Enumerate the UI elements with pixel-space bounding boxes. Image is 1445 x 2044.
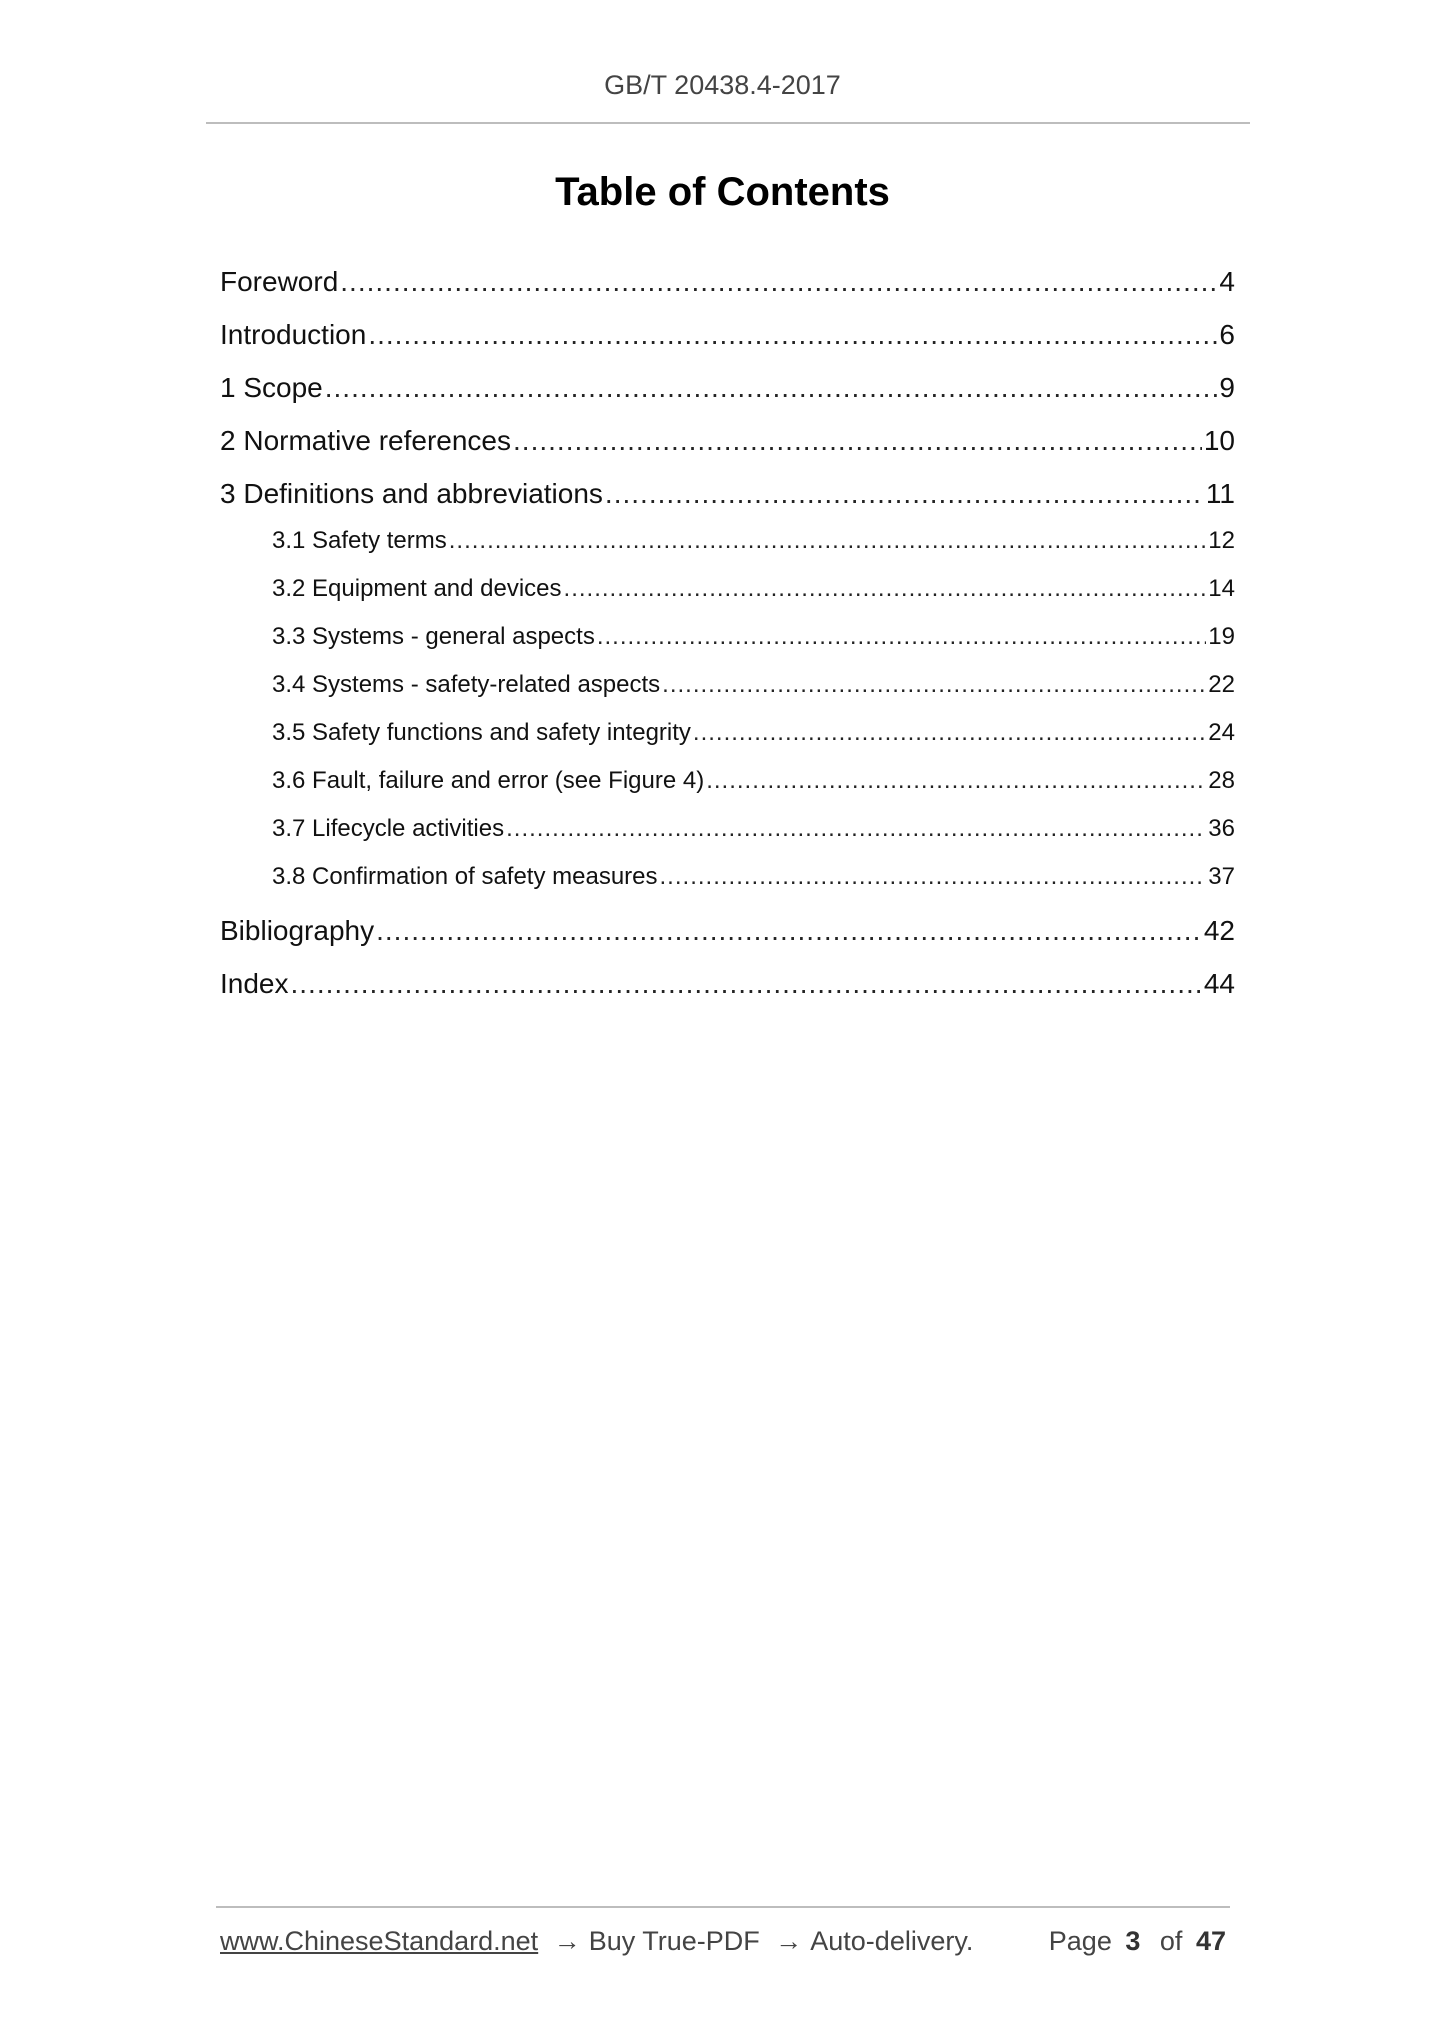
toc-entry[interactable]: [220, 759, 1235, 807]
toc-entry[interactable]: [220, 909, 1235, 962]
arrow-right-icon: →: [775, 1926, 803, 1956]
toc-entry-title: 3.4 Systems - safety-related aspects: [272, 671, 661, 698]
toc-entry-page: 6: [1219, 319, 1235, 350]
arrow-right-icon: →: [553, 1926, 581, 1956]
toc-entry-title: 2 Normative references: [220, 425, 512, 456]
toc-entry-page: 36: [1208, 815, 1235, 842]
page-total: 47: [1195, 1926, 1226, 1956]
document-code-header: GB/T 20438.4-2017: [604, 70, 841, 100]
toc-entry-page: 42: [1203, 915, 1235, 946]
dot-leader: [706, 759, 1206, 803]
page-counter: [1049, 1926, 1226, 1957]
table-of-contents: [220, 260, 1235, 1015]
toc-entry[interactable]: [220, 519, 1235, 567]
toc-entry-page: 10: [1203, 425, 1235, 456]
toc-entry[interactable]: [220, 313, 1235, 366]
toc-entry[interactable]: [220, 260, 1235, 313]
toc-entry[interactable]: [220, 711, 1235, 759]
toc-entry-title: Index: [220, 968, 289, 999]
dot-leader: [506, 807, 1206, 851]
toc-entry[interactable]: [220, 962, 1235, 1015]
dot-leader: [693, 711, 1206, 755]
toc-entry-page: 11: [1205, 478, 1235, 509]
toc-entry[interactable]: [220, 615, 1235, 663]
toc-entry-page: 22: [1208, 671, 1235, 698]
toc-entry-page: 44: [1203, 968, 1235, 999]
toc-entry-title: 3.3 Systems - general aspects: [272, 623, 595, 650]
dot-leader: [605, 472, 1204, 516]
page-word: Page: [1048, 1926, 1112, 1956]
header-divider: [206, 122, 1250, 124]
page-current: 3: [1125, 1926, 1141, 1956]
toc-entry-page: 4: [1219, 266, 1235, 297]
dot-leader: [449, 519, 1207, 563]
dot-leader: [340, 260, 1217, 304]
toc-entry-title: Foreword: [220, 266, 339, 297]
page-title: Table of Contents: [555, 170, 890, 214]
dot-leader: [513, 419, 1202, 463]
delivery-text: Auto-delivery.: [810, 1926, 974, 1956]
dot-leader: [291, 962, 1202, 1006]
toc-entry-title: 3.1 Safety terms: [272, 527, 447, 554]
toc-entry[interactable]: [220, 366, 1235, 419]
toc-entry-title: Bibliography: [220, 915, 375, 946]
toc-entry-page: 24: [1208, 719, 1235, 746]
dot-leader: [597, 615, 1206, 659]
footer-promo: [220, 1926, 973, 1957]
dot-leader: [325, 366, 1218, 410]
dot-leader: [662, 663, 1206, 707]
toc-entry-title: 3.7 Lifecycle activities: [272, 815, 505, 842]
dot-leader: [564, 567, 1207, 611]
toc-entry-title: 1 Scope: [220, 372, 323, 403]
site-link[interactable]: www.ChineseStandard.net: [220, 1926, 539, 1956]
toc-entry-title: 3.6 Fault, failure and error (see Figure 4): [272, 767, 705, 794]
toc-entry[interactable]: [220, 807, 1235, 855]
dot-leader: [660, 855, 1207, 899]
toc-entry[interactable]: [220, 472, 1235, 525]
page-footer: [220, 1926, 1230, 1957]
buy-text: Buy True-PDF: [588, 1926, 760, 1956]
toc-entry-page: 28: [1208, 767, 1235, 794]
toc-entry-title: 3.5 Safety functions and safety integrity: [272, 719, 691, 746]
toc-entry[interactable]: [220, 567, 1235, 615]
toc-entry[interactable]: [220, 663, 1235, 711]
toc-entry-page: 19: [1208, 623, 1235, 650]
dot-leader: [376, 909, 1202, 953]
toc-entry-title: 3.2 Equipment and devices: [272, 575, 562, 602]
footer-divider: [216, 1906, 1230, 1908]
toc-entry[interactable]: [220, 419, 1235, 472]
toc-entry-title: Introduction: [220, 319, 367, 350]
dot-leader: [368, 313, 1217, 357]
toc-entry-title: 3 Definitions and abbreviations: [220, 478, 603, 509]
toc-entry-page: 37: [1208, 863, 1235, 890]
toc-entry-page: 9: [1219, 372, 1235, 403]
toc-entry[interactable]: [220, 855, 1235, 909]
toc-entry-page: 14: [1208, 575, 1235, 602]
toc-entry-title: 3.8 Confirmation of safety measures: [272, 863, 658, 890]
toc-entry-page: 12: [1208, 527, 1235, 554]
of-word: of: [1159, 1926, 1183, 1956]
